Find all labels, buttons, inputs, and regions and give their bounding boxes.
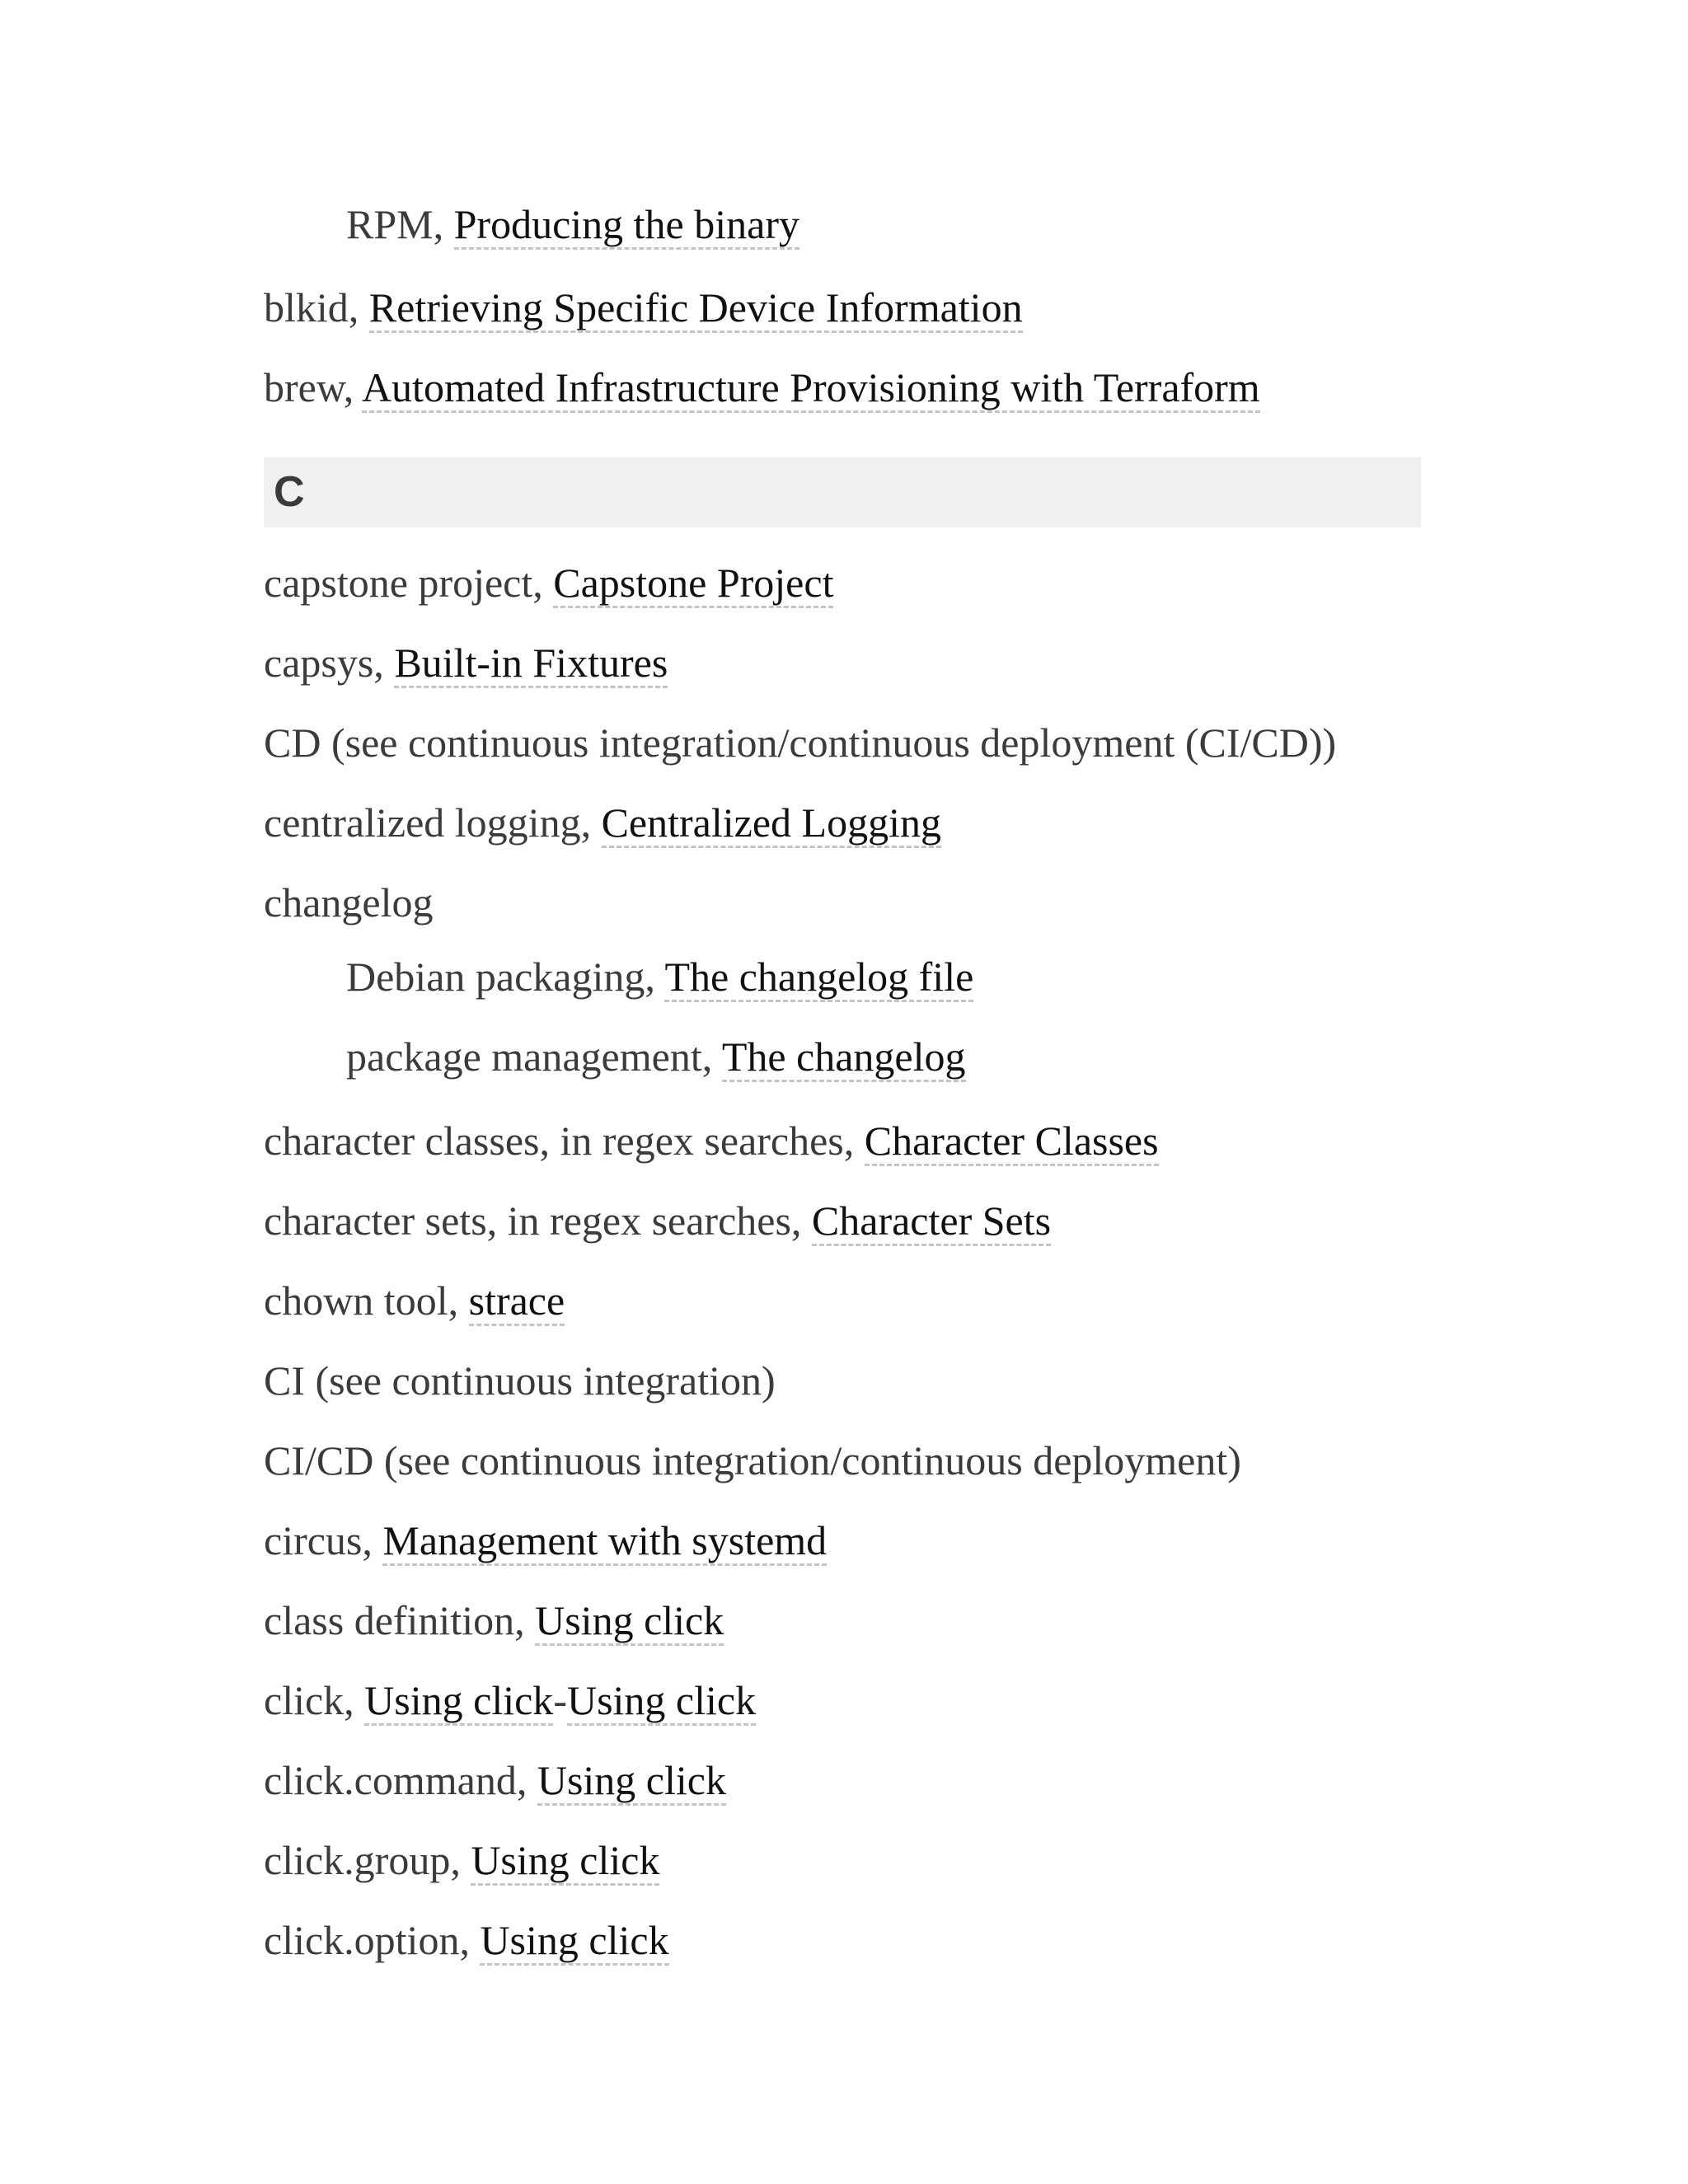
index-term: CI (see continuous integration): [264, 1357, 776, 1404]
index-range-separator: -: [553, 1677, 567, 1723]
index-entry-character-sets: [264, 1196, 1051, 1245]
index-entry-ci-cd: [264, 1436, 1241, 1485]
index-entry-click: [264, 1675, 756, 1725]
index-term: character classes, in regex searches,: [264, 1118, 865, 1164]
index-term: class definition,: [264, 1597, 536, 1643]
index-link-automated-infrastructure-provisioning[interactable]: Automated Infrastructure Provisioning with Terraform: [362, 364, 1260, 413]
index-term: centralized logging,: [264, 799, 602, 846]
index-link-the-changelog-file[interactable]: The changelog file: [664, 954, 973, 1002]
index-link-using-click-end[interactable]: Using click: [567, 1677, 756, 1726]
index-link-using-click[interactable]: Using click: [535, 1597, 724, 1646]
index-entry-click-group: [264, 1835, 659, 1885]
index-term: click.command,: [264, 1757, 537, 1803]
index-term: click.option,: [264, 1917, 481, 1963]
index-letter-heading: [264, 457, 1421, 527]
index-link-retrieving-specific-device-information[interactable]: Retrieving Specific Device Information: [369, 284, 1023, 333]
index-entry-cd: [264, 718, 1336, 767]
index-term: character sets, in regex searches,: [264, 1197, 812, 1244]
index-link-using-click[interactable]: Using click: [480, 1917, 668, 1966]
index-term: changelog: [264, 879, 434, 926]
index-entry-capsys: [264, 638, 668, 687]
index-term: brew,: [264, 364, 362, 410]
index-entry-ci: [264, 1356, 776, 1405]
index-link-capstone-project[interactable]: Capstone Project: [553, 560, 833, 608]
index-link-centralized-logging[interactable]: Centralized Logging: [602, 799, 941, 848]
index-link-strace[interactable]: strace: [469, 1277, 565, 1326]
index-term: click,: [264, 1677, 365, 1723]
index-entry-changelog: [264, 878, 433, 927]
index-term: capstone project,: [264, 560, 554, 606]
index-term: RPM,: [346, 201, 454, 247]
index-link-using-click-start[interactable]: Using click: [364, 1677, 553, 1726]
index-term: CI/CD (see continuous integration/continuous deployment): [264, 1437, 1241, 1483]
index-term: chown tool,: [264, 1277, 469, 1324]
index-term: blkid,: [264, 284, 369, 330]
index-entry-blkid: [264, 283, 1023, 332]
index-link-character-classes[interactable]: Character Classes: [865, 1118, 1159, 1166]
index-entry-capstone-project: [264, 558, 833, 607]
index-letter: C: [274, 468, 305, 516]
index-term: Debian packaging,: [346, 954, 665, 1000]
index-term: click.group,: [264, 1837, 471, 1883]
index-link-the-changelog[interactable]: The changelog: [722, 1033, 966, 1082]
index-link-character-sets[interactable]: Character Sets: [812, 1197, 1051, 1246]
index-term: circus,: [264, 1517, 383, 1563]
index-entry-brew: [264, 363, 1260, 412]
index-term: CD (see continuous integration/continuous deployment (CI/CD)): [264, 719, 1337, 766]
index-link-management-with-systemd[interactable]: Management with systemd: [382, 1517, 827, 1566]
index-entry-character-classes: [264, 1116, 1159, 1165]
index-entry-click-option: [264, 1915, 669, 1965]
index-entry-rpm: [346, 199, 799, 249]
index-link-using-click[interactable]: Using click: [471, 1837, 659, 1886]
index-subentry-package-management: [346, 1032, 966, 1081]
index-link-using-click[interactable]: Using click: [537, 1757, 726, 1806]
index-link-producing-the-binary[interactable]: Producing the binary: [454, 201, 799, 250]
index-term: package management,: [346, 1033, 722, 1080]
index-entry-click-command: [264, 1755, 726, 1805]
index-entry-centralized-logging: [264, 798, 941, 847]
index-subentry-debian-packaging: [346, 952, 973, 1001]
index-link-built-in-fixtures[interactable]: Built-in Fixtures: [394, 640, 668, 688]
index-entry-circus: [264, 1516, 827, 1565]
index-entry-class-definition: [264, 1596, 724, 1645]
index-entry-chown-tool: [264, 1276, 565, 1325]
index-term: capsys,: [264, 640, 395, 686]
